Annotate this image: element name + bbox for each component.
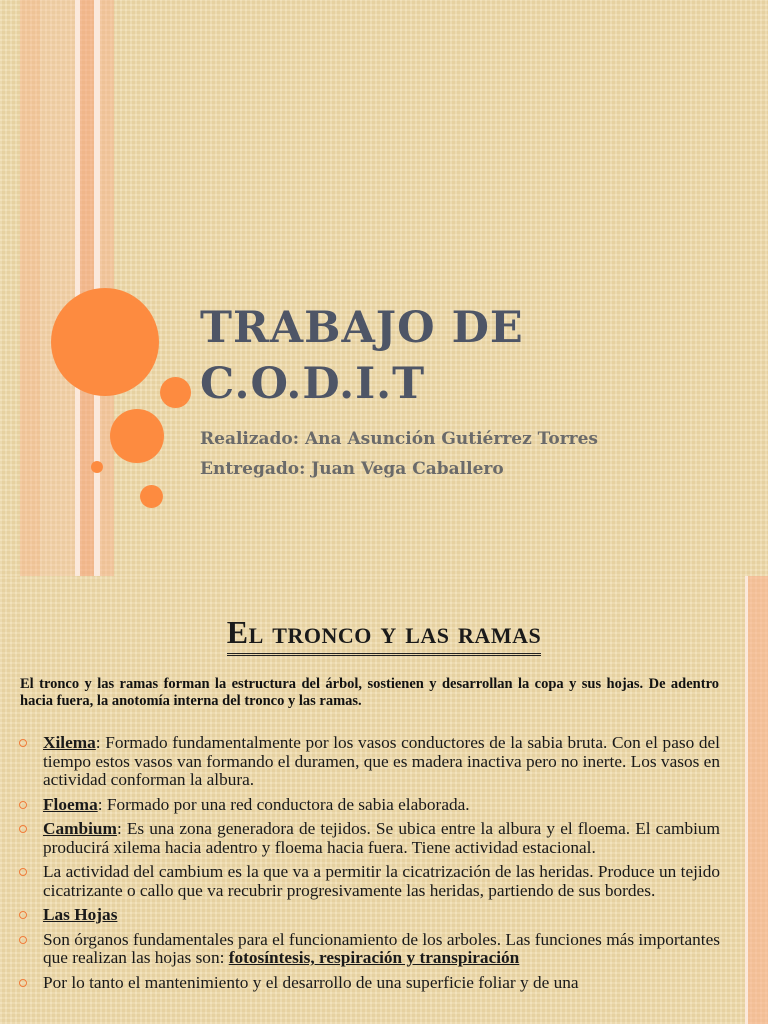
bullet-icon <box>19 911 27 919</box>
bullet-icon <box>19 801 27 809</box>
item-text: La actividad del cambium es la que va a permitir la cicatrización de las heridas. Produce un tejido cicatrizante o callo que va recubrir progresivamente las heridas, partiendo de sus bordes. <box>43 862 720 900</box>
decorative-circle <box>91 461 103 473</box>
section-heading <box>0 612 768 656</box>
item-text: Formado fundamentalmente por los vasos conductores de la sabia bruta. Con el paso del tiempo estos vasos van formando el duramen, que es madera inactiva pero no inerte. Los vasos en actividad conforman la albura. <box>43 733 720 789</box>
section-heading-text: El tronco y las ramas <box>227 612 541 656</box>
bullet-icon <box>19 825 27 833</box>
decorative-stripe <box>20 0 40 576</box>
emphasized-text: fotosíntesis, respiración y transpiración <box>228 948 520 967</box>
title-line-1: TRABAJO DE <box>200 303 524 353</box>
title-line-2: C.O.D.I.T <box>200 359 426 409</box>
item-text: Es una zona generadora de tejidos. Se ubica entre la albura y el floema. El cambium producirá xilema hacia adentro y floema hacia fuera. Tiene actividad estacional. <box>43 819 720 857</box>
list-item <box>18 796 720 815</box>
list-item <box>18 906 720 925</box>
item-text: Por lo tanto el mantenimiento y el desarrollo de una superficie foliar y de una <box>43 972 579 992</box>
bullet-icon <box>19 868 27 876</box>
list-item <box>18 974 720 993</box>
bullet-icon <box>19 739 27 747</box>
term-label: Cambium <box>43 819 117 838</box>
term-separator: : <box>116 819 122 838</box>
list-item <box>18 863 720 900</box>
intro-paragraph: El tronco y las ramas forman la estructura del árbol, sostienen y desarrollan la copa y sus hojas. De adentro hacia fuera, la anotomía interna del tronco y las ramas. <box>20 676 719 709</box>
item-text: Formado por una red conductora de sabia elaborada. <box>102 794 470 814</box>
slide-subtitle <box>200 424 720 484</box>
term-label: Las Hojas <box>43 905 118 924</box>
decorative-circle <box>110 409 164 463</box>
content-slide <box>0 576 768 1024</box>
slide-title <box>200 300 720 412</box>
term-label: Xilema <box>43 733 96 752</box>
list-item <box>18 931 720 968</box>
decorative-circle <box>140 485 163 508</box>
list-item <box>18 734 720 790</box>
decorative-stripe <box>80 0 94 576</box>
term-label: Floema <box>43 794 98 814</box>
recipient-line: Entregado: Juan Vega Caballero <box>200 459 504 479</box>
bullet-icon <box>19 936 27 944</box>
author-line: Realizado: Ana Asunción Gutiérrez Torres <box>200 429 598 449</box>
decorative-circle <box>51 288 159 396</box>
item-text: Son órganos fundamentales para el funcionamiento de los arboles. Las funciones más importantes que realizan las hojas son: <box>43 929 720 967</box>
list-item <box>18 820 720 857</box>
term-separator: : <box>95 733 101 752</box>
decorative-circle <box>160 377 191 408</box>
term-separator: : <box>97 794 103 814</box>
bullet-list <box>18 734 720 998</box>
bullet-icon <box>19 979 27 987</box>
decorative-stripe <box>40 0 75 576</box>
